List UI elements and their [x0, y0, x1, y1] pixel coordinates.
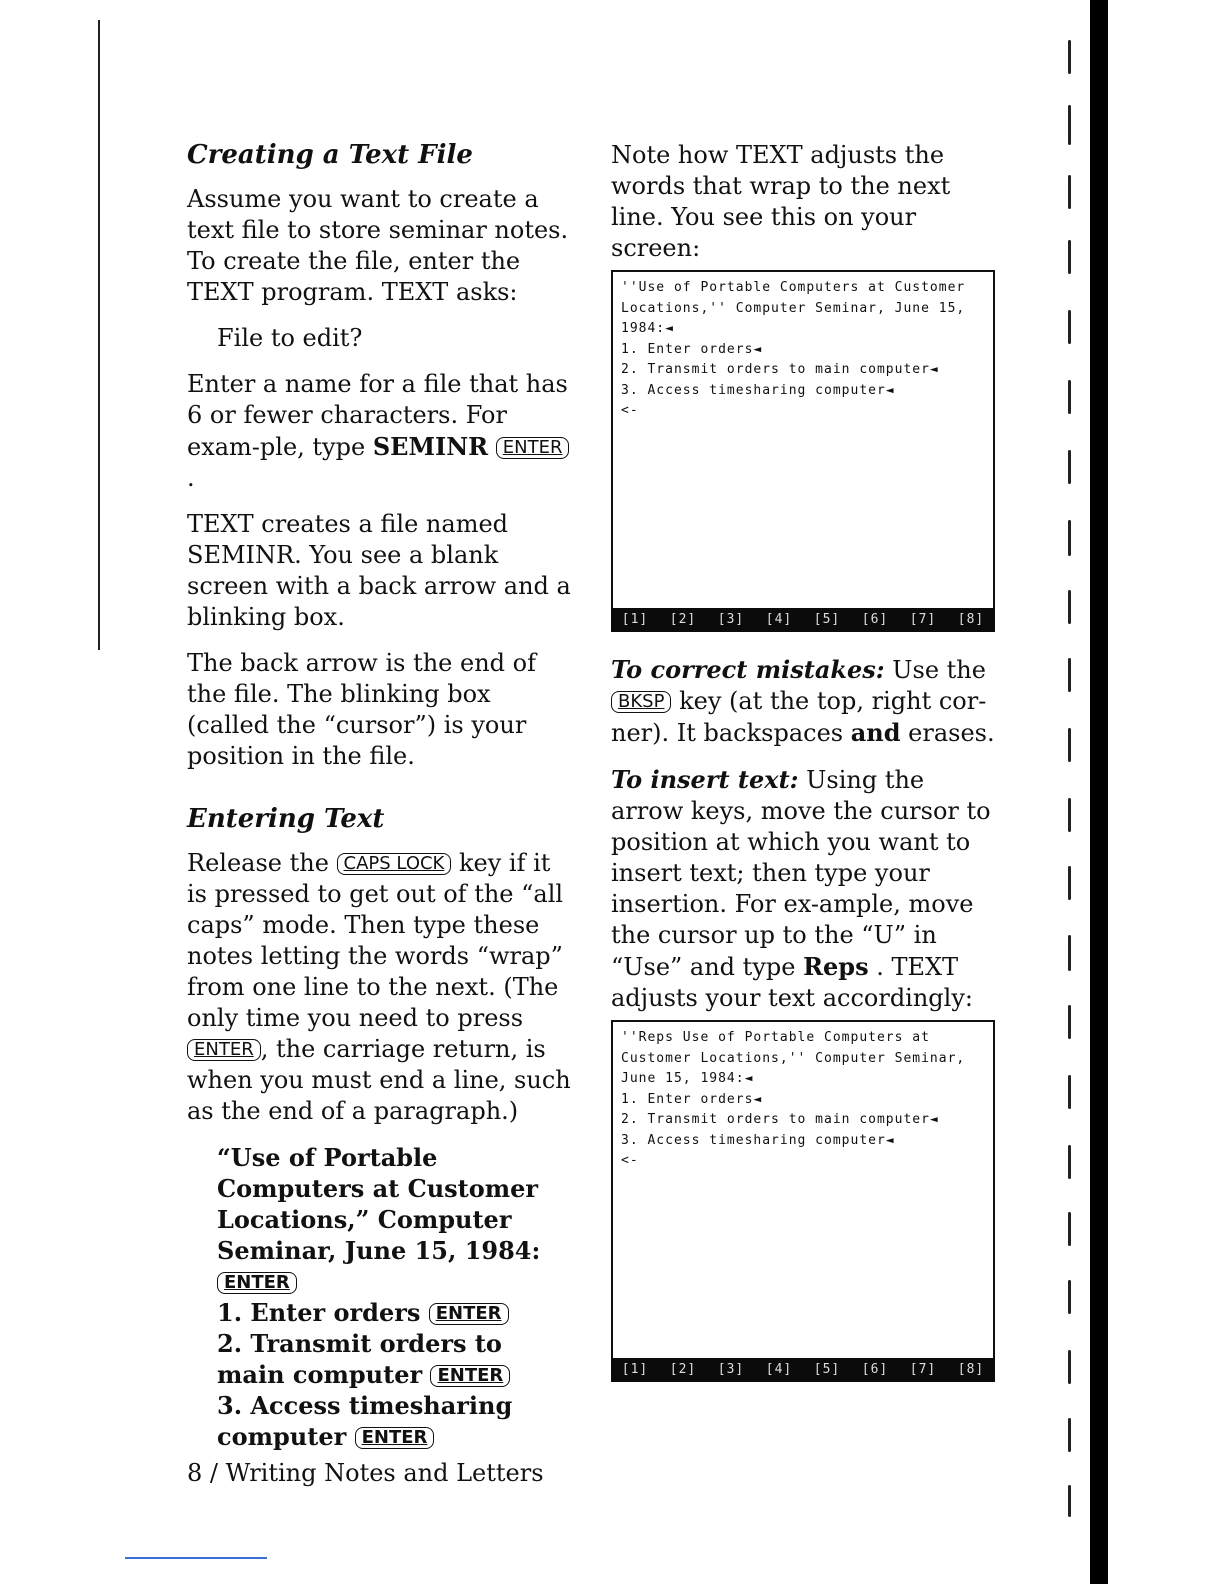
screen-line: 2. Transmit orders to main computer◄ — [621, 362, 939, 377]
scan-tick — [1068, 175, 1071, 209]
scan-tick — [1068, 520, 1071, 556]
caps-lock-key-glyph: CAPS LOCK — [337, 853, 452, 875]
paragraph-text: Using the arrow keys, move the cursor to position at which you want to insert text; then type your insertion. For ex-ample, move the cursor up to the “U” in “Use” and type — [611, 766, 991, 981]
enter-key-glyph: ENTER — [187, 1039, 261, 1061]
paragraph-text: . — [187, 464, 195, 492]
screen-display-2 — [611, 1020, 995, 1382]
screen-line: 2. Transmit orders to main computer◄ — [621, 1112, 939, 1127]
scan-tick — [1068, 658, 1071, 692]
function-key-label: [7] — [909, 1361, 937, 1377]
paragraph-text: Release the — [187, 849, 337, 877]
scan-tick — [1068, 450, 1071, 484]
bold-text-and: and — [850, 718, 901, 747]
scan-tick — [1068, 1075, 1071, 1109]
function-key-label: [4] — [765, 1361, 793, 1377]
bold-text-reps: Reps — [803, 952, 869, 981]
screen-line: <- — [621, 403, 639, 418]
paragraph-text: erases. — [900, 719, 995, 747]
function-key-label: [5] — [813, 1361, 841, 1377]
function-key-label: [6] — [861, 611, 889, 627]
scan-tick — [1068, 1280, 1071, 1314]
notes-text: “Use of Portable Computers at Customer Locations,” Computer Seminar, June 15, 1984: — [217, 1143, 541, 1265]
enter-key-glyph: ENTER — [496, 437, 570, 459]
correct-label: To correct mistakes: — [611, 655, 885, 684]
page-footer: 8 / Writing Notes and Letters — [187, 1459, 544, 1487]
paragraph-note: Note how TEXT adjusts the words that wrap to the next line. You see this on your screen: — [611, 141, 951, 262]
scan-bottom-line — [125, 1557, 267, 1559]
scan-tick — [1068, 1212, 1071, 1246]
paragraph-insert — [611, 764, 1001, 1014]
function-key-label: [4] — [765, 611, 793, 627]
paragraph-text: Enter a name for a file that has 6 or fewer characters. For exam-ple, type — [187, 370, 568, 461]
paragraph-text: key (at the top, right cor-ner). It backspaces — [611, 687, 987, 747]
scan-tick — [1068, 40, 1071, 74]
paragraph-text: . TEXT adjusts your text accordingly: — [611, 953, 973, 1012]
screen-display-1 — [611, 270, 995, 632]
scan-tick — [1068, 1350, 1071, 1384]
scan-tick — [1068, 798, 1071, 832]
paragraph-text: key if it is pressed to get out of the “all caps” mode. Then type these notes letting the words “wrap” from one line to the next. (The only time you need to press — [187, 849, 564, 1032]
function-key-label: [6] — [861, 1361, 889, 1377]
screen-line: ''Reps Use of Portable Computers at — [621, 1030, 930, 1045]
enter-key-glyph: ENTER — [217, 1272, 297, 1294]
section-heading-entering: Entering Text — [187, 804, 385, 834]
paragraph-text: , the carriage return, is when you must end a line, such as the end of a paragraph.) — [187, 1035, 571, 1125]
function-key-label: [2] — [669, 611, 697, 627]
enter-key-glyph: ENTER — [355, 1427, 435, 1449]
function-key-label: [8] — [957, 611, 985, 627]
section-heading-creating: Creating a Text File — [187, 140, 473, 170]
paragraph-blank-screen: TEXT creates a file named SEMINR. You see a blank screen with a back arrow and a blinking box. — [187, 510, 571, 631]
scan-tick — [1068, 105, 1071, 145]
paragraph-text: Use the — [884, 656, 986, 684]
screen-line: Locations,'' Computer Seminar, June 15, — [621, 300, 966, 316]
notes-text: 2. Transmit orders to main computer — [217, 1329, 502, 1389]
function-key-label: [8] — [957, 1361, 985, 1377]
scan-tick — [1068, 590, 1071, 624]
screen-line: <- — [621, 1153, 639, 1168]
prompt-text: File to edit? — [217, 324, 363, 352]
scan-binding-bar — [1090, 0, 1108, 1584]
screen-line: June 15, 1984:◄ — [621, 1071, 754, 1086]
notes-line — [217, 1142, 572, 1297]
screen-line: 1. Enter orders◄ — [621, 341, 763, 357]
scan-tick — [1068, 1418, 1071, 1452]
scan-tick — [1068, 1145, 1071, 1179]
bold-text-seminr: SEMINR — [372, 432, 489, 461]
function-key-label: [2] — [669, 1361, 697, 1377]
insert-label: To insert text: — [611, 765, 799, 794]
screen-line: 3. Access timesharing computer◄ — [621, 382, 895, 398]
function-key-label: [1] — [621, 1361, 649, 1377]
function-key-bar — [611, 608, 995, 632]
screen-line: Customer Locations,'' Computer Seminar, — [621, 1050, 966, 1066]
function-key-label: [3] — [717, 1361, 745, 1377]
screen-line: 1. Enter orders◄ — [621, 1091, 763, 1107]
notes-text: 1. Enter orders — [217, 1298, 421, 1327]
notes-line — [217, 1297, 572, 1328]
scan-tick — [1068, 728, 1071, 762]
function-key-label: [1] — [621, 611, 649, 627]
seminar-notes — [187, 1142, 572, 1452]
notes-text: 3. Access timesharing computer — [217, 1391, 513, 1451]
paragraph-intro: Assume you want to create a text file to store seminar notes. To create the file, enter the TEXT program. TEXT asks: — [187, 185, 569, 306]
function-key-label: [3] — [717, 611, 745, 627]
function-key-label: [5] — [813, 611, 841, 627]
notes-line — [217, 1328, 572, 1390]
scan-tick — [1068, 1005, 1071, 1039]
scan-tick — [1068, 310, 1071, 344]
enter-key-glyph: ENTER — [429, 1303, 509, 1325]
screen-line: 3. Access timesharing computer◄ — [621, 1132, 895, 1148]
scan-tick — [1068, 380, 1071, 414]
scan-edge-mark — [98, 20, 100, 650]
paragraph-correct — [611, 654, 1001, 749]
function-key-bar — [611, 1358, 995, 1382]
right-column — [611, 140, 1001, 1382]
paragraph-entering — [187, 848, 572, 1127]
function-key-label: [7] — [909, 611, 937, 627]
screen-line: 1984:◄ — [621, 321, 674, 336]
paragraph-file-name — [187, 369, 572, 494]
screen-line: ''Use of Portable Computers at Customer — [621, 280, 966, 295]
paragraph-back-arrow: The back arrow is the end of the file. The blinking box (called the “cursor”) is your position in the file. — [187, 649, 536, 770]
notes-line — [217, 1390, 572, 1452]
scan-tick — [1068, 1485, 1071, 1517]
enter-key-glyph: ENTER — [430, 1365, 510, 1387]
left-column — [187, 140, 572, 1467]
scan-tick — [1068, 240, 1071, 274]
scan-tick — [1068, 935, 1071, 971]
scan-tick-column — [1062, 30, 1082, 1530]
bksp-key-glyph: BKSP — [611, 691, 671, 713]
scan-tick — [1068, 866, 1071, 900]
